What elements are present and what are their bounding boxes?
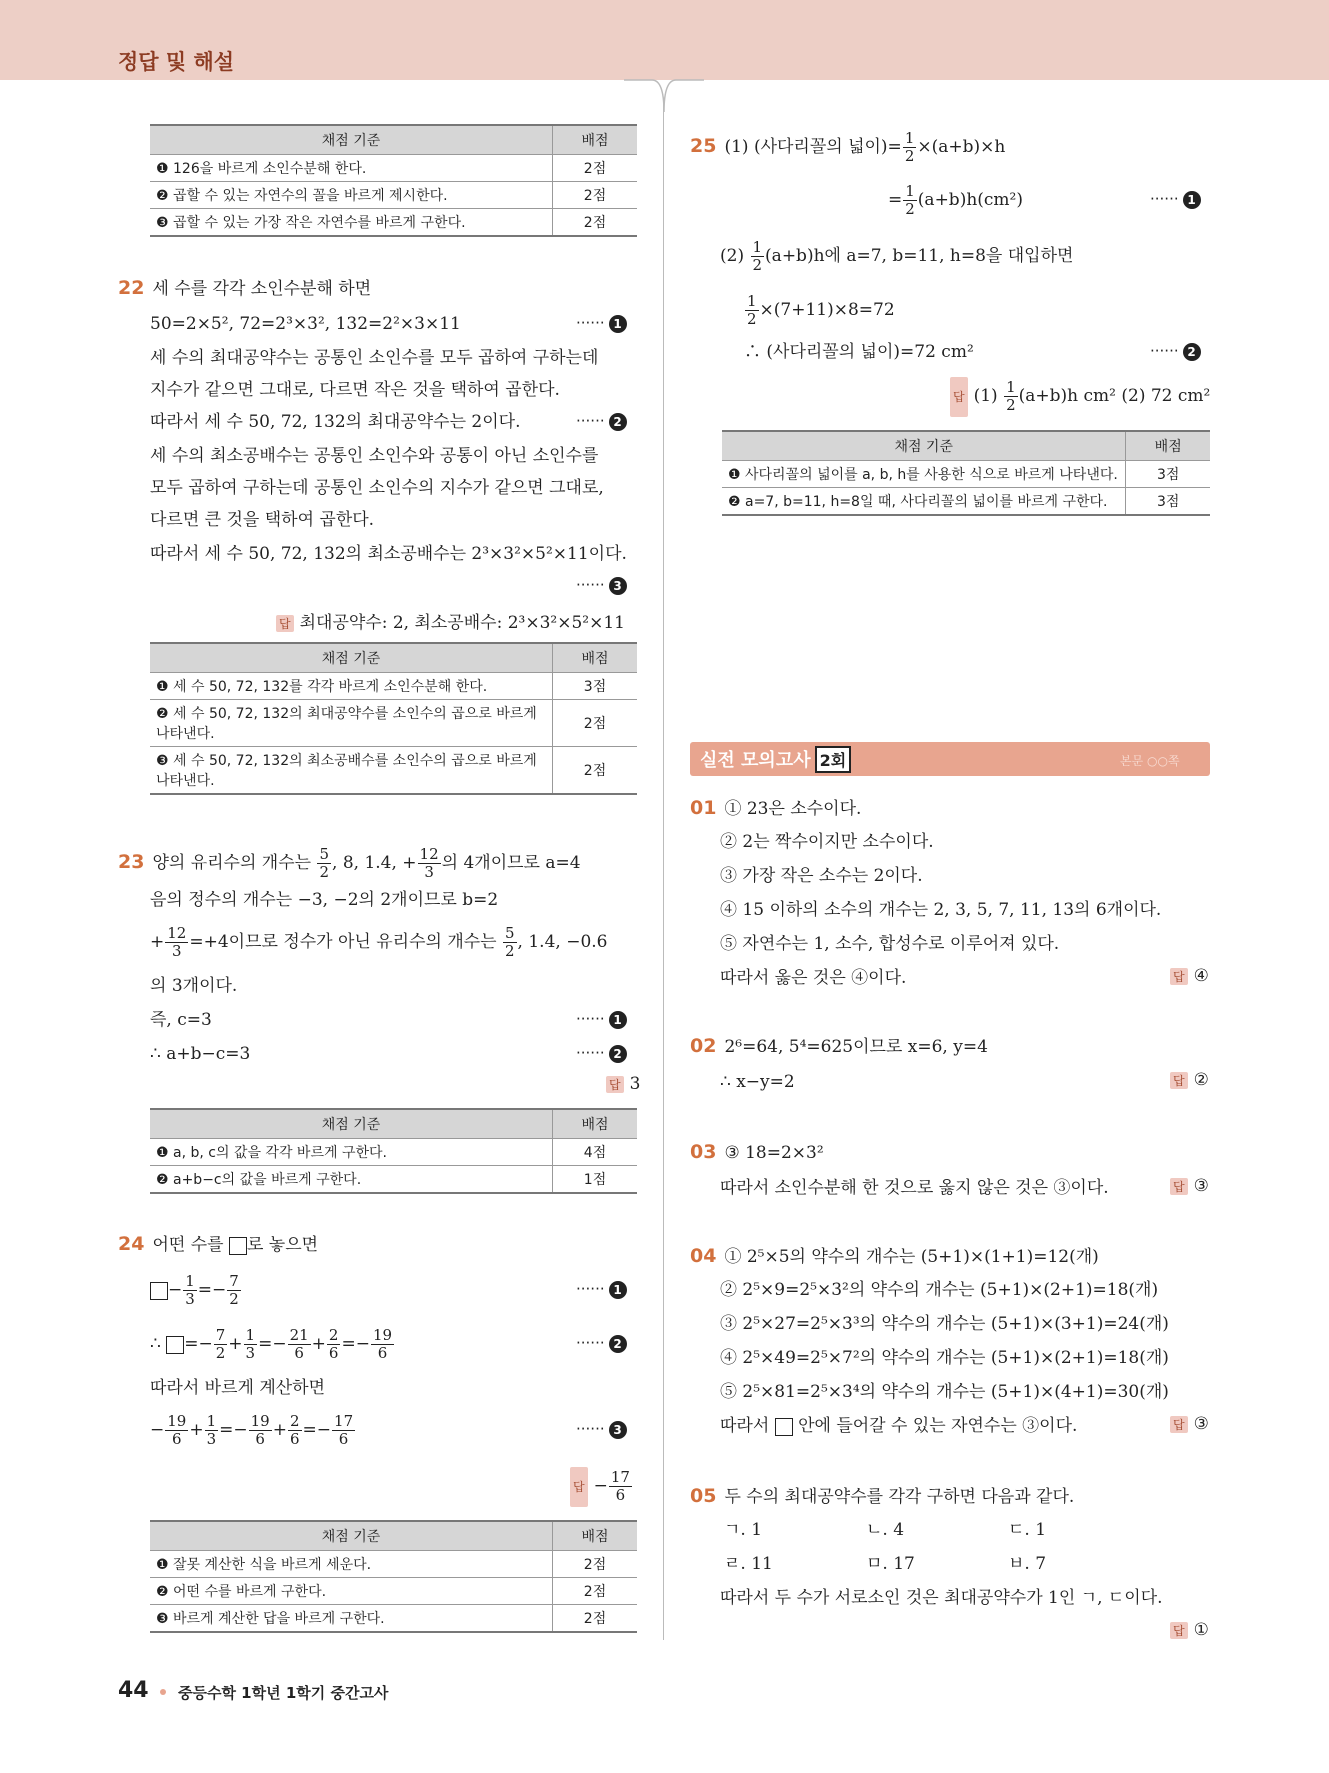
step-mark-2: ······ 2: [1150, 342, 1201, 361]
table-row: ❶ 잘못 계산한 식을 바르게 세운다. 2점: [150, 1551, 637, 1578]
answer-24: 답 − $\frac{17}{6}$: [570, 1466, 633, 1507]
blank-box-icon: [775, 1418, 793, 1436]
table-row: ❷ a=7, b=11, h=8일 때, 사다리꼴의 넓이를 바르게 구한다. 3점: [722, 488, 1210, 516]
blank-box-icon: [150, 1282, 168, 1300]
step-mark-1: ······ 1: [576, 1280, 627, 1299]
header-notch: [624, 72, 704, 112]
footer-dot: [160, 1689, 166, 1695]
points-header: 배점: [553, 125, 638, 155]
table-row: ❶ 세 수 50, 72, 132를 각각 바르게 소인수분해 한다. 3점: [150, 673, 637, 700]
scoring-table-24: 채점 기준 배점 ❶ 잘못 계산한 식을 바르게 세운다. 2점 ❷ 어떤 수를 바르게 구한다. 2점 ❸ 바르게 계산한 답을 바르게 구한다. 2점: [150, 1520, 637, 1633]
step-mark-2: ······ 2: [576, 412, 627, 431]
answer-01: 답 ④: [1170, 966, 1209, 986]
step-mark-3: ······ 3: [576, 576, 627, 595]
answer-23: 답 3: [606, 1074, 640, 1094]
page-header-title: 정답 및 해설: [118, 50, 235, 74]
table-row: ❸ 세 수 50, 72, 132의 최소공배수를 소인수의 곱으로 바르게 나타낸다. 2점: [150, 747, 637, 795]
step-mark-1: ······ 1: [576, 314, 627, 333]
blank-box-icon: [229, 1237, 247, 1255]
section-page-ref: 본문 ○○쪽: [1120, 754, 1180, 768]
section-number-badge: 2회: [815, 746, 852, 773]
criteria-header: 채점 기준: [150, 125, 553, 155]
step-mark-2: ······ 2: [576, 1044, 627, 1063]
scoring-table-22: 채점 기준 배점 ❶ 세 수 50, 72, 132를 각각 바르게 소인수분해 한다. 3점 ❷ 세 수 50, 72, 132의 최대공약수를 소인수의 곱으로 바르게 나타낸다. 2점 ❸ 세 수 50, 72, 132의 최소공배수를 소인수의 곱으로 바르게 나타낸다. 2점: [150, 642, 637, 795]
answer-04: 답 ③: [1170, 1414, 1209, 1434]
scoring-table-21: [150, 124, 637, 237]
step-mark-1: ······ 1: [576, 1010, 627, 1029]
table-row: ❷ 어떤 수를 바르게 구한다. 2점: [150, 1578, 637, 1605]
footer-title: 중등수학 1학년 1학기 중간고사: [178, 1684, 389, 1702]
table-row: ❷ a+b−c의 값을 바르게 구한다. 1점: [150, 1166, 637, 1194]
scoring-table-23: 채점 기준 배점 ❶ a, b, c의 값을 각각 바르게 구한다. 4점 ❷ a+b−c의 값을 바르게 구한다. 1점: [150, 1108, 637, 1194]
table-row: ❶ 126을 바르게 소인수분해 한다. 2점: [150, 155, 637, 182]
answer-05: 답 ①: [1170, 1620, 1209, 1640]
section-title: 실전 모의고사 2회: [700, 746, 851, 773]
answer-25: 답 (1) $\frac{1}{2}$ (a+b)h cm² (2) 72 cm²: [950, 376, 1210, 417]
answer-03: 답 ③: [1170, 1176, 1209, 1196]
answer-02: 답 ②: [1170, 1070, 1209, 1090]
step-mark-3: ······ 3: [576, 1420, 627, 1439]
scoring-table-25: 채점 기준 배점 ❶ 사다리꼴의 넓이를 a, b, h를 사용한 식으로 바르게 나타낸다. 3점 ❷ a=7, b=11, h=8일 때, 사다리꼴의 넓이를 바르게 구한다. 3점: [722, 430, 1210, 516]
table-row: ❷ 곱할 수 있는 자연수의 꼴을 바르게 제시한다. 2점: [150, 182, 637, 209]
question-number: 22: [118, 277, 145, 299]
column-divider: [663, 100, 664, 1640]
step-mark-2: ······ 2: [576, 1334, 627, 1353]
table-row: ❷ 세 수 50, 72, 132의 최대공약수를 소인수의 곱으로 바르게 나타낸다. 2점: [150, 700, 637, 747]
table-row: ❸ 곱할 수 있는 가장 작은 자연수를 바르게 구한다. 2점: [150, 209, 637, 237]
table-row: ❶ a, b, c의 값을 각각 바르게 구한다. 4점: [150, 1139, 637, 1166]
table-row: ❶ 사다리꼴의 넓이를 a, b, h를 사용한 식으로 바르게 나타낸다. 3점: [722, 461, 1210, 488]
page-number: 44: [118, 1678, 149, 1703]
table-row: ❸ 바르게 계산한 답을 바르게 구한다. 2점: [150, 1605, 637, 1633]
answer-22: 답 최대공약수: 2, 최소공배수: 2³×3²×5²×11: [276, 608, 625, 633]
step-mark-1: ······ 1: [1150, 190, 1201, 209]
blank-box-icon: [166, 1336, 184, 1354]
